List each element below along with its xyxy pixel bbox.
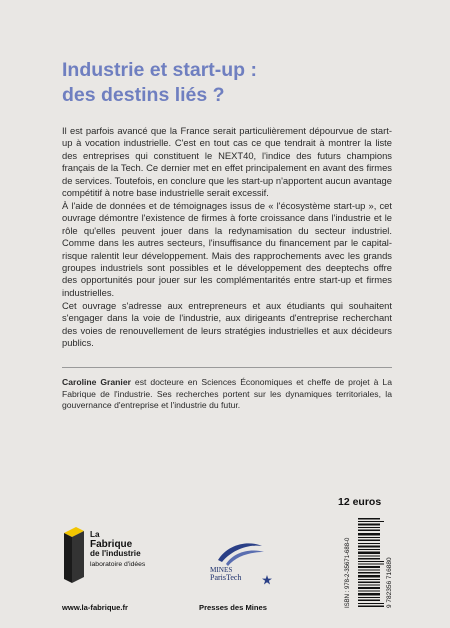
summary-paragraph-3: Cet ouvrage s'adresse aux entrepreneurs et aux étudiants qui souhaitent s'engager dans la voie de l'industrie, aux dirigeants d'entreprise recherchant des voies de renouvellement de leurs stratégies industrielles et aux décideurs publics. [62, 300, 392, 349]
title-line-1: Industrie et start-up : [62, 59, 258, 81]
title-line-2: des destins liés ? [62, 84, 225, 106]
barcode-icon [358, 518, 388, 610]
isbn-label: ISBN : 978-2-35671-688-0 [345, 537, 351, 608]
mines-line-2: ParisTech [210, 573, 242, 582]
author-bio [62, 377, 392, 412]
author-name: Caroline Granier [62, 377, 131, 387]
author-bio-text: est docteure en Sciences Économiques et cheffe de projet à La Fabrique de l'industrie. Ses recherches portent sur les dynamiques territoriales, la gouvernance d'entreprise et l'industrie du futur. [62, 377, 392, 411]
fabrique-logo-icon [62, 525, 86, 585]
fabrique-logo-text [90, 530, 145, 569]
fabrique-line-4: laboratoire d'idées [90, 560, 146, 568]
divider-line [62, 367, 392, 368]
summary-paragraph-1: Il est parfois avancé que la France serait particulièrement dépourvue de start-up à vocation industrielle. C'est en tout cas ce que tendrait à montrer la liste des entreprises qui constituent le NEXT40, l'indice des futurs champions français de la Tech. Ce dernier met en effet principalement en avant des firmes de services. Toutefois, en conclure que les start-up n'apportent aucun avantage compétitif à notre base industrielle serait excessif. [62, 125, 392, 199]
fabrique-line-1: La [90, 530, 100, 539]
mines-swoosh-icon [214, 540, 266, 568]
fabrique-url: www.la-fabrique.fr [62, 603, 128, 612]
barcode-digits: 9 782356 716880 [386, 557, 393, 608]
summary-paragraph-2: À l'aide de données et de témoignages issus de « l'écosystème start-up », cet ouvrage démontre l'existence de firmes à forte croissance dans l'industrie et le rôle qu'elles peuvent jouer dans la redynamisation du secteur industriel. Comme dans les autres secteurs, l'insuffisance du financement par le capital-risque ralentit leur développement. Mais des rapprochements avec les grands groupes industriels sont possibles et le développement des deeptechs offre des opportunités pour jouer sur les complémentarités entre start-up et firmes industrielles. [62, 200, 392, 298]
book-title [62, 58, 392, 108]
publisher-name: Presses des Mines [199, 603, 267, 612]
star-icon [262, 575, 272, 585]
mines-line-1: MINES [210, 566, 233, 574]
price-label: 12 euros [338, 496, 382, 508]
fabrique-line-3: de l'industrie [90, 549, 141, 558]
mines-logo-text [210, 566, 270, 582]
fabrique-line-2: Fabrique [90, 538, 133, 550]
